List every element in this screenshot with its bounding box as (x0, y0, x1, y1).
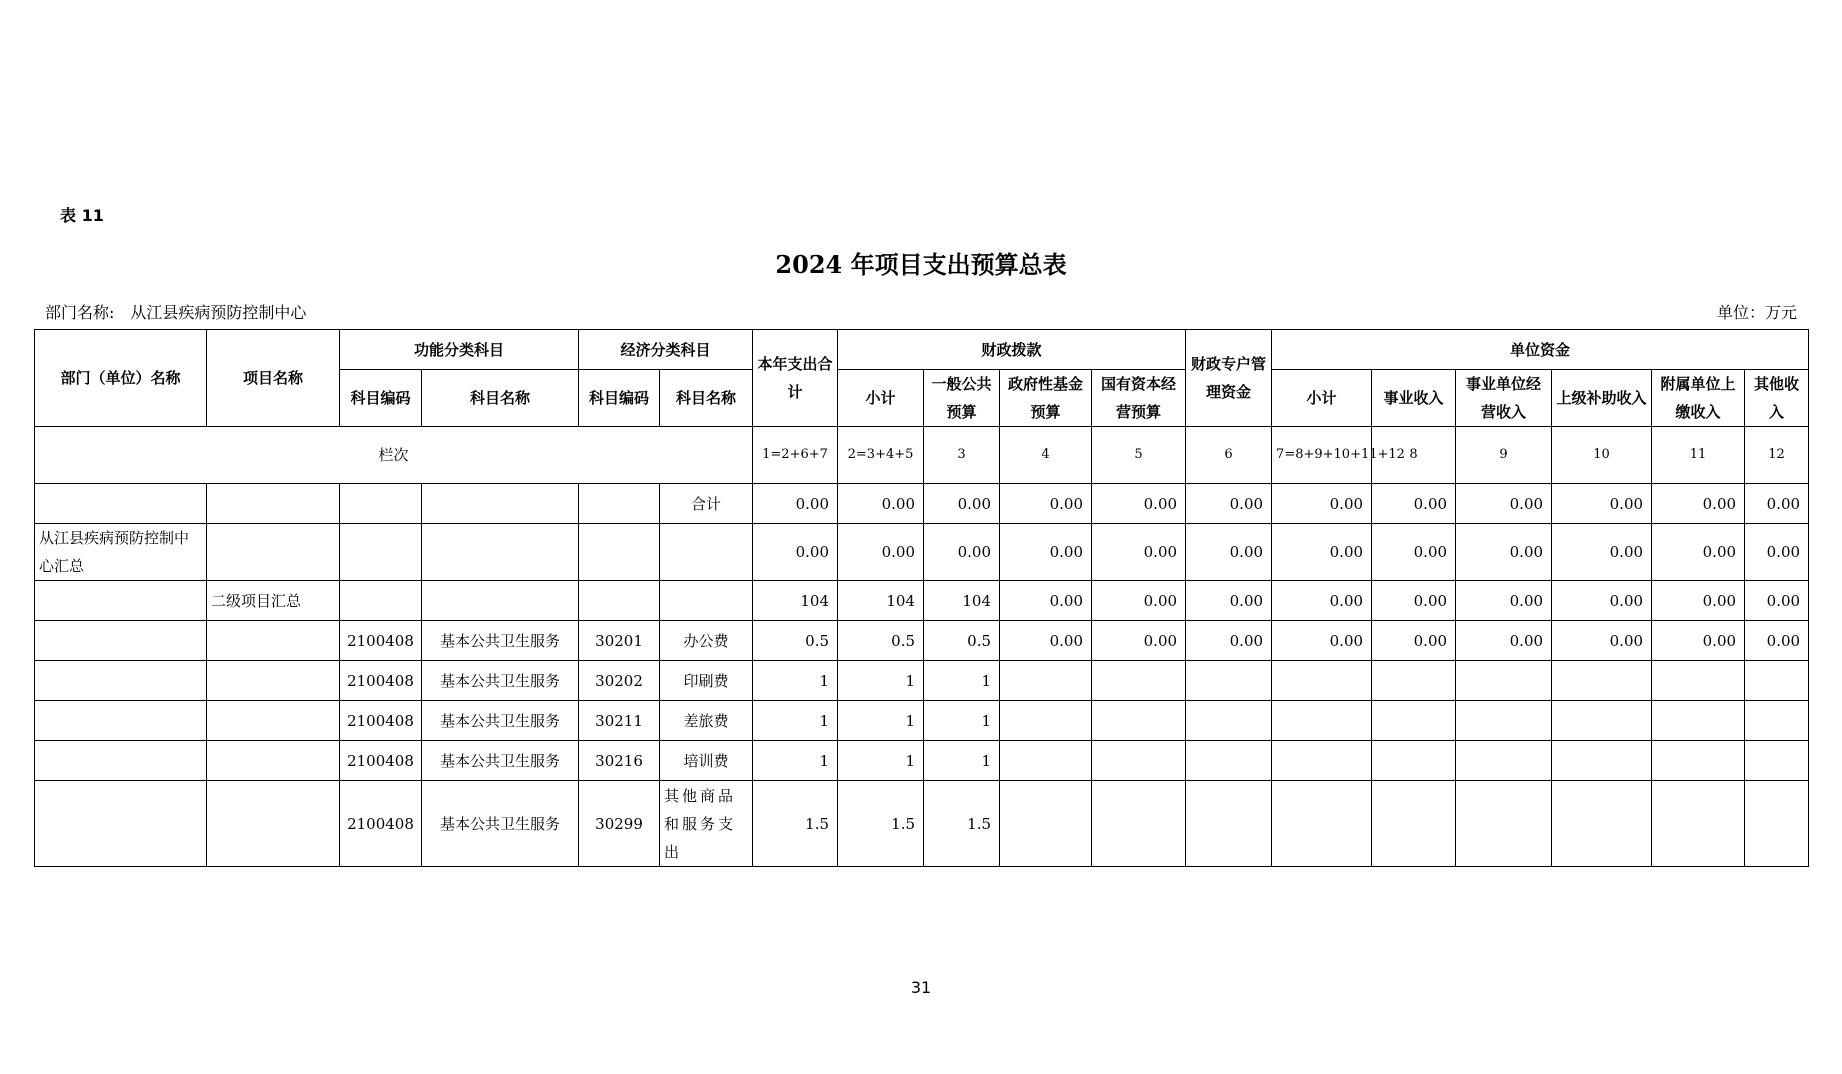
amount-cell: 0.00 (1552, 621, 1652, 661)
amount-cell: 0.00 (1456, 581, 1552, 621)
header-economic-classification: 经济分类科目 (579, 330, 753, 370)
econ-subject-code-cell (579, 484, 660, 524)
column-index-cell: 9 (1456, 427, 1552, 484)
econ-subject-name-cell: 差旅费 (660, 701, 753, 741)
amount-cell (1092, 661, 1186, 701)
header-general-budget: 一般公共预算 (924, 370, 1000, 427)
header-business-operation-income: 事业单位经营收入 (1456, 370, 1552, 427)
amount-cell: 0.00 (1186, 621, 1272, 661)
header-upper-subsidy-income: 上级补助收入 (1552, 370, 1652, 427)
amount-cell (1552, 661, 1652, 701)
func-subject-name-cell: 基本公共卫生服务 (422, 741, 579, 781)
header-unit-funds: 单位资金 (1272, 330, 1809, 370)
amount-cell: 1 (924, 741, 1000, 781)
amount-cell: 0.00 (1092, 484, 1186, 524)
amount-cell: 104 (924, 581, 1000, 621)
amount-cell: 0.00 (924, 524, 1000, 581)
func-subject-name-cell: 基本公共卫生服务 (422, 661, 579, 701)
amount-cell: 0.00 (1092, 524, 1186, 581)
amount-cell (1552, 741, 1652, 781)
table-body (35, 484, 1809, 867)
amount-cell (1272, 741, 1372, 781)
amount-cell (1456, 781, 1552, 867)
amount-cell (1186, 661, 1272, 701)
amount-cell (1372, 741, 1456, 781)
page-number: 31 (910, 978, 932, 997)
amount-cell: 0.00 (1745, 524, 1809, 581)
column-index-label: 栏次 (35, 427, 753, 484)
amount-cell (1092, 701, 1186, 741)
amount-cell (1652, 701, 1745, 741)
amount-cell: 104 (753, 581, 838, 621)
econ-subject-code-cell: 30216 (579, 741, 660, 781)
header-state-capital-budget: 国有资本经营预算 (1092, 370, 1186, 427)
amount-cell: 0.00 (1272, 621, 1372, 661)
column-index-row (35, 427, 1809, 484)
func-subject-code-cell: 2100408 (340, 661, 422, 701)
amount-cell (1652, 661, 1745, 701)
func-subject-name-cell (422, 524, 579, 581)
amount-cell: 0.00 (1186, 581, 1272, 621)
amount-cell (1552, 781, 1652, 867)
econ-subject-code-cell: 30299 (579, 781, 660, 867)
table-row (35, 701, 1809, 741)
func-subject-code-cell (340, 581, 422, 621)
amount-cell: 1 (753, 741, 838, 781)
header-affiliated-unit-income: 附属单位上缴收入 (1652, 370, 1745, 427)
amount-cell: 0.00 (1372, 484, 1456, 524)
amount-cell (1092, 781, 1186, 867)
amount-cell (1652, 781, 1745, 867)
econ-subject-name-cell: 合计 (660, 484, 753, 524)
column-index-cell: 1=2+6+7 (753, 427, 838, 484)
dept-unit-cell (35, 661, 207, 701)
amount-cell: 1 (838, 741, 924, 781)
econ-subject-code-cell: 30202 (579, 661, 660, 701)
amount-cell: 0.00 (753, 484, 838, 524)
column-index-cell: 4 (1000, 427, 1092, 484)
table-row (35, 781, 1809, 867)
amount-cell: 0.00 (1000, 621, 1092, 661)
amount-cell (1456, 741, 1552, 781)
amount-cell: 0.00 (1372, 581, 1456, 621)
header-business-income: 事业收入 (1372, 370, 1456, 427)
dept-unit-cell (35, 701, 207, 741)
amount-cell (1000, 741, 1092, 781)
column-index-cell: 2=3+4+5 (838, 427, 924, 484)
amount-cell (1186, 741, 1272, 781)
amount-cell: 0.00 (1272, 524, 1372, 581)
header-fiscal-appropriation: 财政拨款 (838, 330, 1186, 370)
func-subject-code-cell (340, 524, 422, 581)
header-dept-unit-name: 部门（单位）名称 (35, 330, 207, 427)
func-subject-code-cell: 2100408 (340, 741, 422, 781)
project-name-cell (207, 661, 340, 701)
amount-cell: 1.5 (753, 781, 838, 867)
project-name-cell (207, 621, 340, 661)
table-row (35, 741, 1809, 781)
column-index-cell: 10 (1552, 427, 1652, 484)
amount-cell: 0.00 (1186, 524, 1272, 581)
amount-cell: 0.00 (1552, 581, 1652, 621)
header-project-name: 项目名称 (207, 330, 340, 427)
amount-cell: 0.00 (1000, 581, 1092, 621)
amount-cell: 0.5 (753, 621, 838, 661)
dept-unit-cell: 从江县疾病预防控制中心汇总 (35, 524, 207, 581)
func-subject-code-cell: 2100408 (340, 781, 422, 867)
amount-cell: 0.00 (1652, 484, 1745, 524)
amount-cell: 0.00 (838, 484, 924, 524)
department-line (45, 300, 306, 323)
amount-cell (1456, 701, 1552, 741)
econ-subject-code-cell: 30211 (579, 701, 660, 741)
dept-unit-cell (35, 621, 207, 661)
econ-subject-code-cell: 30201 (579, 621, 660, 661)
amount-cell: 0.00 (1552, 484, 1652, 524)
header-other-income: 其他收入 (1745, 370, 1809, 427)
dept-unit-cell (35, 484, 207, 524)
amount-cell: 1 (924, 661, 1000, 701)
amount-cell (1000, 661, 1092, 701)
column-index-cell: 12 (1745, 427, 1809, 484)
amount-cell (1745, 741, 1809, 781)
department-value: 从江县疾病预防控制中心 (130, 303, 307, 322)
amount-cell (1745, 661, 1809, 701)
header-special-account: 财政专户管理资金 (1186, 330, 1272, 427)
amount-cell: 0.5 (838, 621, 924, 661)
amount-cell: 0.00 (1652, 581, 1745, 621)
header-function-classification: 功能分类科目 (340, 330, 579, 370)
func-subject-name-cell: 基本公共卫生服务 (422, 781, 579, 867)
amount-cell (1456, 661, 1552, 701)
func-subject-name-cell: 基本公共卫生服务 (422, 621, 579, 661)
project-name-cell: 二级项目汇总 (207, 581, 340, 621)
amount-cell (1372, 781, 1456, 867)
project-name-cell (207, 701, 340, 741)
amount-cell: 0.00 (924, 484, 1000, 524)
econ-subject-name-cell: 办公费 (660, 621, 753, 661)
amount-cell (1652, 741, 1745, 781)
column-index-cell: 7=8+9+10+11+12 (1272, 427, 1372, 484)
econ-subject-name-cell: 印刷费 (660, 661, 753, 701)
amount-cell (1272, 661, 1372, 701)
document-title: 2024 年项目支出预算总表 (775, 250, 1067, 279)
amount-cell (1186, 781, 1272, 867)
amount-cell: 0.00 (1652, 524, 1745, 581)
econ-subject-code-cell (579, 581, 660, 621)
econ-subject-name-cell: 培训费 (660, 741, 753, 781)
amount-cell: 0.00 (1652, 621, 1745, 661)
table-row (35, 661, 1809, 701)
amount-cell (1372, 661, 1456, 701)
func-subject-code-cell (340, 484, 422, 524)
amount-cell: 0.00 (1745, 484, 1809, 524)
header-year-total: 本年支出合计 (753, 330, 838, 427)
econ-subject-name-cell (660, 581, 753, 621)
project-name-cell (207, 524, 340, 581)
column-index-cell: 11 (1652, 427, 1745, 484)
func-subject-code-cell: 2100408 (340, 621, 422, 661)
unit-label: 单位：万元 (1716, 303, 1797, 322)
func-subject-name-cell: 基本公共卫生服务 (422, 701, 579, 741)
amount-cell: 0.00 (1372, 621, 1456, 661)
column-index-cell: 8 (1372, 427, 1456, 484)
amount-cell: 0.00 (1272, 484, 1372, 524)
amount-cell: 104 (838, 581, 924, 621)
amount-cell: 1.5 (838, 781, 924, 867)
amount-cell: 0.00 (1186, 484, 1272, 524)
func-subject-name-cell (422, 484, 579, 524)
amount-cell: 0.00 (1552, 524, 1652, 581)
econ-subject-code-cell (579, 524, 660, 581)
amount-cell (1552, 701, 1652, 741)
amount-cell (1272, 701, 1372, 741)
table-number-label: 表 11 (60, 206, 104, 225)
amount-cell: 0.00 (1000, 524, 1092, 581)
amount-cell: 1 (838, 701, 924, 741)
amount-cell (1745, 701, 1809, 741)
project-name-cell (207, 781, 340, 867)
column-index-cell: 3 (924, 427, 1000, 484)
amount-cell (1372, 701, 1456, 741)
dept-unit-cell (35, 581, 207, 621)
amount-cell: 1.5 (924, 781, 1000, 867)
amount-cell: 0.00 (838, 524, 924, 581)
table-row (35, 524, 1809, 581)
header-func-subject-name: 科目名称 (422, 370, 579, 427)
amount-cell: 0.5 (924, 621, 1000, 661)
func-subject-code-cell: 2100408 (340, 701, 422, 741)
amount-cell: 1 (924, 701, 1000, 741)
dept-unit-cell (35, 741, 207, 781)
amount-cell: 1 (838, 661, 924, 701)
header-econ-subject-code: 科目编码 (579, 370, 660, 427)
amount-cell: 0.00 (1456, 524, 1552, 581)
amount-cell: 0.00 (1456, 484, 1552, 524)
amount-cell: 1 (753, 701, 838, 741)
func-subject-name-cell (422, 581, 579, 621)
table-row (35, 484, 1809, 524)
header-econ-subject-name: 科目名称 (660, 370, 753, 427)
amount-cell: 0.00 (1372, 524, 1456, 581)
amount-cell: 0.00 (1000, 484, 1092, 524)
dept-unit-cell (35, 781, 207, 867)
column-index-cell: 5 (1092, 427, 1186, 484)
amount-cell: 0.00 (1745, 621, 1809, 661)
header-unit-subtotal: 小计 (1272, 370, 1372, 427)
amount-cell (1000, 701, 1092, 741)
amount-cell: 0.00 (1092, 581, 1186, 621)
econ-subject-name-cell: 其他商品和服务支出 (660, 781, 753, 867)
amount-cell (1092, 741, 1186, 781)
project-name-cell (207, 741, 340, 781)
amount-cell (1186, 701, 1272, 741)
econ-subject-name-cell (660, 524, 753, 581)
table-header (35, 330, 1809, 484)
amount-cell (1000, 781, 1092, 867)
amount-cell: 1 (753, 661, 838, 701)
table-row (35, 581, 1809, 621)
amount-cell: 0.00 (753, 524, 838, 581)
header-gov-fund-budget: 政府性基金预算 (1000, 370, 1092, 427)
amount-cell: 0.00 (1272, 581, 1372, 621)
amount-cell (1272, 781, 1372, 867)
project-expenditure-table (34, 329, 1809, 867)
column-index-cell: 6 (1186, 427, 1272, 484)
header-fiscal-subtotal: 小计 (838, 370, 924, 427)
amount-cell: 0.00 (1092, 621, 1186, 661)
amount-cell: 0.00 (1456, 621, 1552, 661)
header-func-subject-code: 科目编码 (340, 370, 422, 427)
amount-cell: 0.00 (1745, 581, 1809, 621)
department-label: 部门名称: (45, 303, 115, 322)
amount-cell (1745, 781, 1809, 867)
project-name-cell (207, 484, 340, 524)
table-row (35, 621, 1809, 661)
